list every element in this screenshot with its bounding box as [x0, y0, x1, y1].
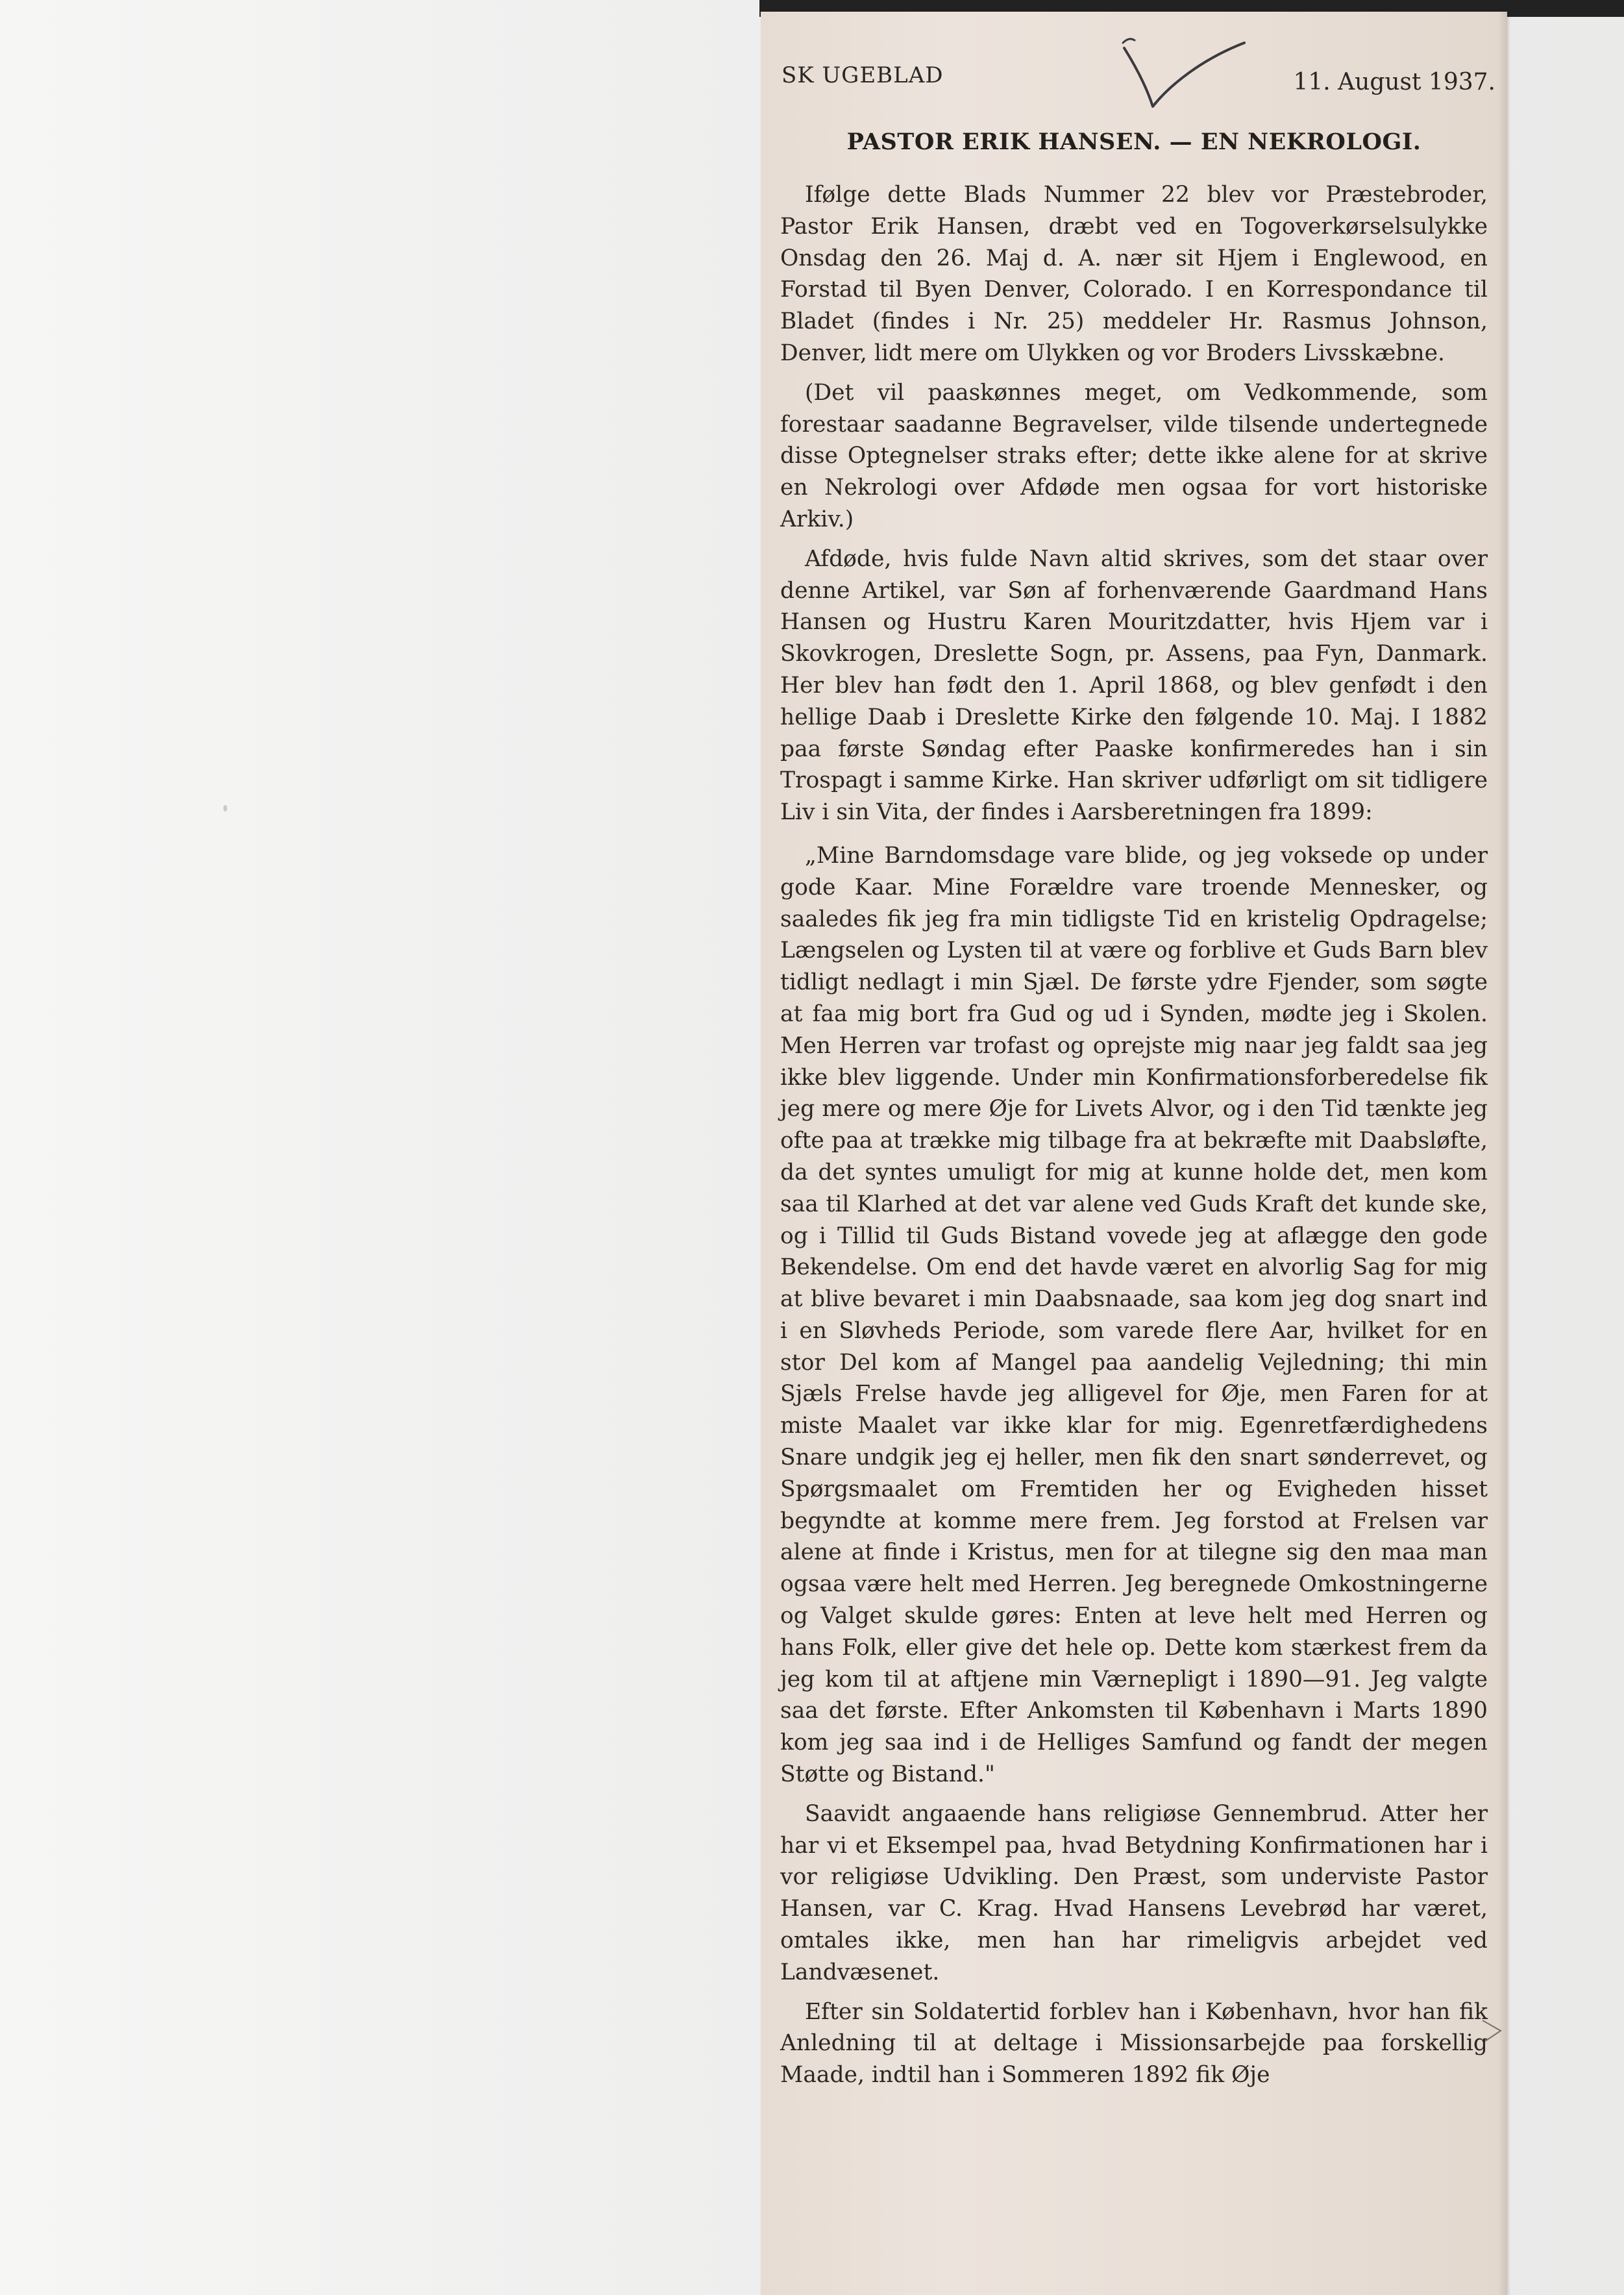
article-body — [780, 179, 1488, 2099]
paper-tear-mark — [1481, 2018, 1507, 2044]
newspaper-clipping — [761, 12, 1507, 2295]
handwritten-check-mark — [1111, 23, 1254, 114]
article-paragraph: Saavidt angaaende hans religiøse Gennembrud. Atter her har vi et Eksempel paa, hvad Betydning Konfirmationen har i vor religiøse Udvikling. Den Præst, som underviste Pastor Hansen, var C. Krag. Hvad Hansens Levebrød har været, omtales ikke, men han har rimeligvis arbejdet ved Landvæsenet. — [780, 1800, 1488, 1985]
article-paragraph: Ifølge dette Blads Nummer 22 blev vor Præstebroder, Pastor Erik Hansen, dræbt ved en Togoverkørselsulykke Onsdag den 26. Maj d. A. nær sit Hjem i Englewood, en Forstad til Byen Denver, Colorado. I en Korrespondance til Bladet (findes i Nr. 25) meddeler Hr. Rasmus Johnson, Denver, lidt mere om Ulykken og vor Broders Livsskæbne. — [780, 182, 1488, 366]
article-headline: PASTOR ERIK HANSEN. — EN NEKROLOGI. — [846, 129, 1421, 155]
paper-speck — [223, 805, 227, 812]
article-quote-paragraph: „Mine Barndomsdage vare blide, og jeg voksede op under gode Kaar. Mine Forældre vare troende Mennesker, og saaledes fik jeg fra min tidligste Tid en kristelig Opdragelse; Længselen og Lysten til at være og forblive et Guds Barn blev tidligt nedlagt i min Sjæl. De første ydre Fjender, som søgte at faa mig bort fra Gud og ud i Synden, mødte jeg i Skolen. Men Herren var trofast og oprejste mig naar jeg faldt saa jeg ikke blev liggende. Under min Konfirmationsforberedelse fik jeg mere og mere Øje for Livets Alvor, og i den Tid tænkte jeg ofte paa at trække mig tilbage fra at bekræfte mit Daabsløfte, da det syntes umuligt for mig at kunne holde det, men kom saa til Klarhed at det var alene ved Guds Kraft det kunde ske, og i Tillid til Guds Bistand vovede jeg at aflægge den gode Bekendelse. Om end det havde været en alvorlig Sag for mig at blive bevaret i min Daabsnaade, saa kom jeg dog snart ind i en Sløvheds Periode, som varede flere Aar, hvilket for en stor Del kom af Mangel paa aandelig Vejledning; thi min Sjæls Frelse havde jeg alligevel for Øje, men Faren for at miste Maalet var ikke klar for mig. Egenretfærdighedens Snare undgik jeg ej heller, men fik den snart sønderrevet, og Spørgsmaalet om Fremtiden her og Evigheden hisset begyndte at komme mere frem. Jeg forstod at Frelsen var alene at finde i Kristus, men for at tilegne sig den maa man ogsaa være helt med Herren. Jeg beregnede Omkostningerne og Valget skulde gøres: Enten at leve helt med Herren og hans Folk, eller give det hele op. Dette kom stærkest frem da jeg kom til at aftjene min Værnepligt i 1890—91. Jeg valgte saa det første. Efter Ankomsten til København i Marts 1890 kom jeg saa ind i de Helliges Samfund og fandt der megen Støtte og Bistand." — [780, 842, 1488, 1788]
masthead-date: 11. August 1937. — [1293, 69, 1495, 95]
article-paragraph: Efter sin Soldatertid forblev han i København, hvor han fik Anledning til at deltage i Missionsarbejde paa forskellig Maade, indtil han i Sommeren 1892 fik Øje — [780, 1998, 1488, 2089]
article-paragraph: Afdøde, hvis fulde Navn altid skrives, som det staar over denne Artikel, var Søn af forhenværende Gaardmand Hans Hansen og Hustru Karen Mouritzdatter, hvis Hjem var i Skovkrogen, Dreslette Sogn, pr. Assens, paa Fyn, Danmark. Her blev han født den 1. April 1868, og blev genfødt i den hellige Daab i Dreslette Kirke den følgende 10. Maj. I 1882 paa første Søndag efter Paaske konfirmeredes han i sin Trospagt i samme Kirke. Han skriver udførligt om sit tidligere Liv i sin Vita, der findes i Aarsberetningen fra 1899: — [780, 545, 1488, 826]
masthead-publication: SK UGEBLAD — [781, 62, 944, 88]
article-paragraph: (Det vil paaskønnes meget, om Vedkommende, som forestaar saadanne Begravelser, vilde tilsende undertegnede disse Optegnelser straks efter; dette ikke alene for at skrive en Nekrologi over Afdøde men ogsaa for vort historiske Arkiv.) — [780, 379, 1488, 532]
